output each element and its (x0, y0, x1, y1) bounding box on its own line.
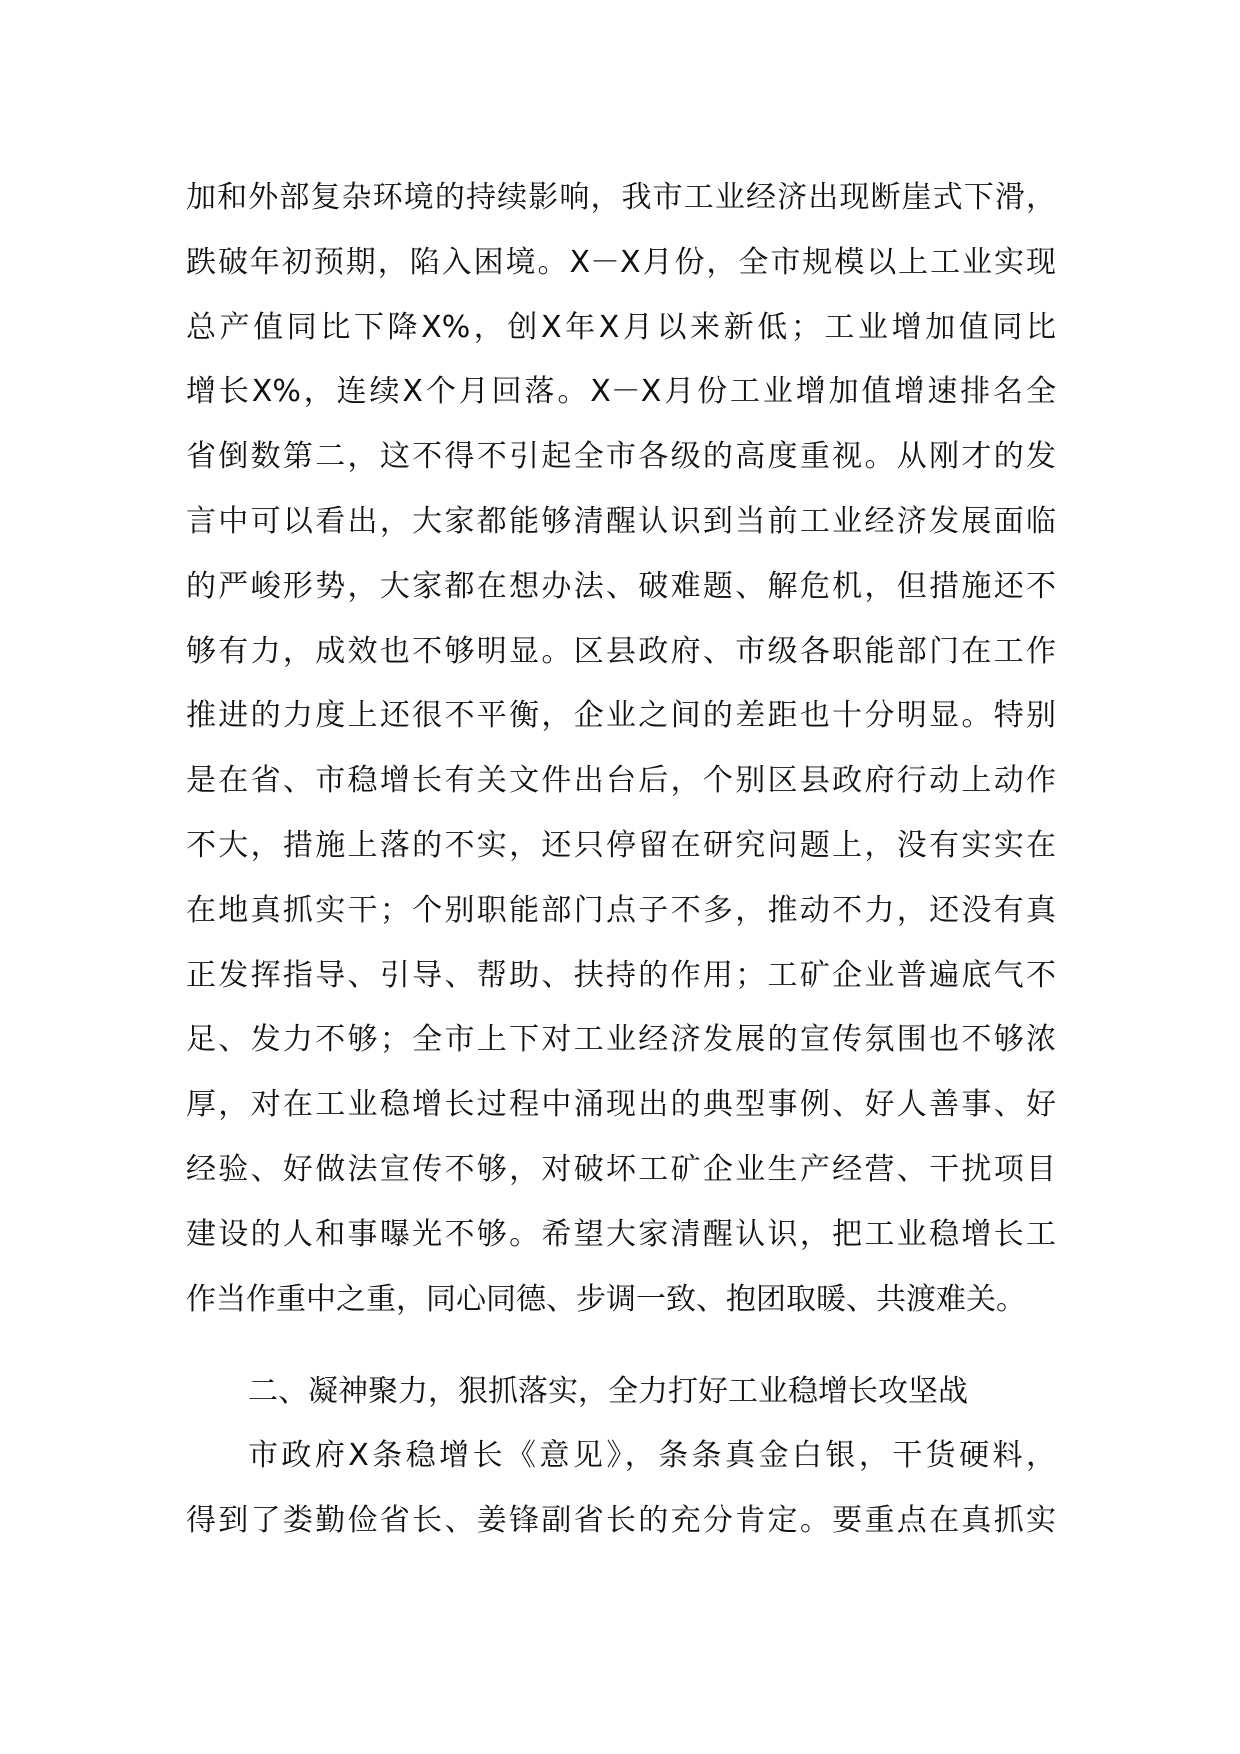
text-line: 跌破年初预期，陷入困境。X－X月份，全市规模以上工业实现 (186, 244, 1056, 280)
text-line: 是在省、市稳增长有关文件出台后，个别区县政府行动上动作 (186, 763, 1056, 799)
text-line: 厚，对在工业稳增长过程中涌现出的典型事例、好人善事、好 (186, 1087, 1056, 1123)
body-paragraph-2 (186, 1424, 1056, 1554)
text-line: 言中可以看出，大家都能够清醒认识到当前工业经济发展面临 (186, 503, 1056, 539)
text-line: 正发挥指导、引导、帮助、扶持的作用；工矿企业普遍底气不 (186, 957, 1056, 993)
text-line: 加和外部复杂环境的持续影响，我市工业经济出现断崖式下滑， (186, 180, 1056, 215)
text-line: 经验、好做法宣传不够，对破坏工矿企业生产经营、干扰项目 (186, 1151, 1056, 1187)
section-heading: 二、凝神聚力，狠抓落实，全力打好工业稳增长攻坚战 (248, 1374, 968, 1409)
text-line: 市政府X条稳增长《意见》，条条真金白银，干货硬料， (248, 1438, 1056, 1473)
text-line: 在地真抓实干；个别职能部门点子不多，推动不力，还没有真 (186, 892, 1056, 928)
text-line: 够有力，成效也不够明显。区县政府、市级各职能部门在工作 (186, 633, 1056, 669)
text-line: 增长X%，连续X个月回落。X－X月份工业增加值增速排名全 (186, 374, 1056, 410)
text-line: 足、发力不够；全市上下对工业经济发展的宣传氛围也不够浓 (186, 1022, 1056, 1058)
text-line: 不大，措施上落的不实，还只停留在研究问题上，没有实实在 (186, 827, 1056, 863)
body-paragraph-1 (186, 166, 1056, 1332)
text-line: 建设的人和事曝光不够。希望大家清醒认识，把工业稳增长工 (186, 1216, 1056, 1252)
text-line: 总产值同比下降X%，创X年X月以来新低；工业增加值同比 (186, 309, 1056, 345)
text-line: 省倒数第二，这不得不引起全市各级的高度重视。从刚才的发 (186, 439, 1056, 475)
text-line: 得到了娄勤俭省长、姜锋副省长的充分肯定。要重点在真抓实 (186, 1502, 1056, 1538)
text-line: 作当作重中之重，同心同德、步调一致、抱团取暖、共渡难关。 (186, 1281, 1026, 1317)
text-line: 的严峻形势，大家都在想办法、破难题、解危机，但措施还不 (186, 568, 1056, 604)
text-line: 推进的力度上还很不平衡，企业之间的差距也十分明显。特别 (186, 698, 1056, 734)
